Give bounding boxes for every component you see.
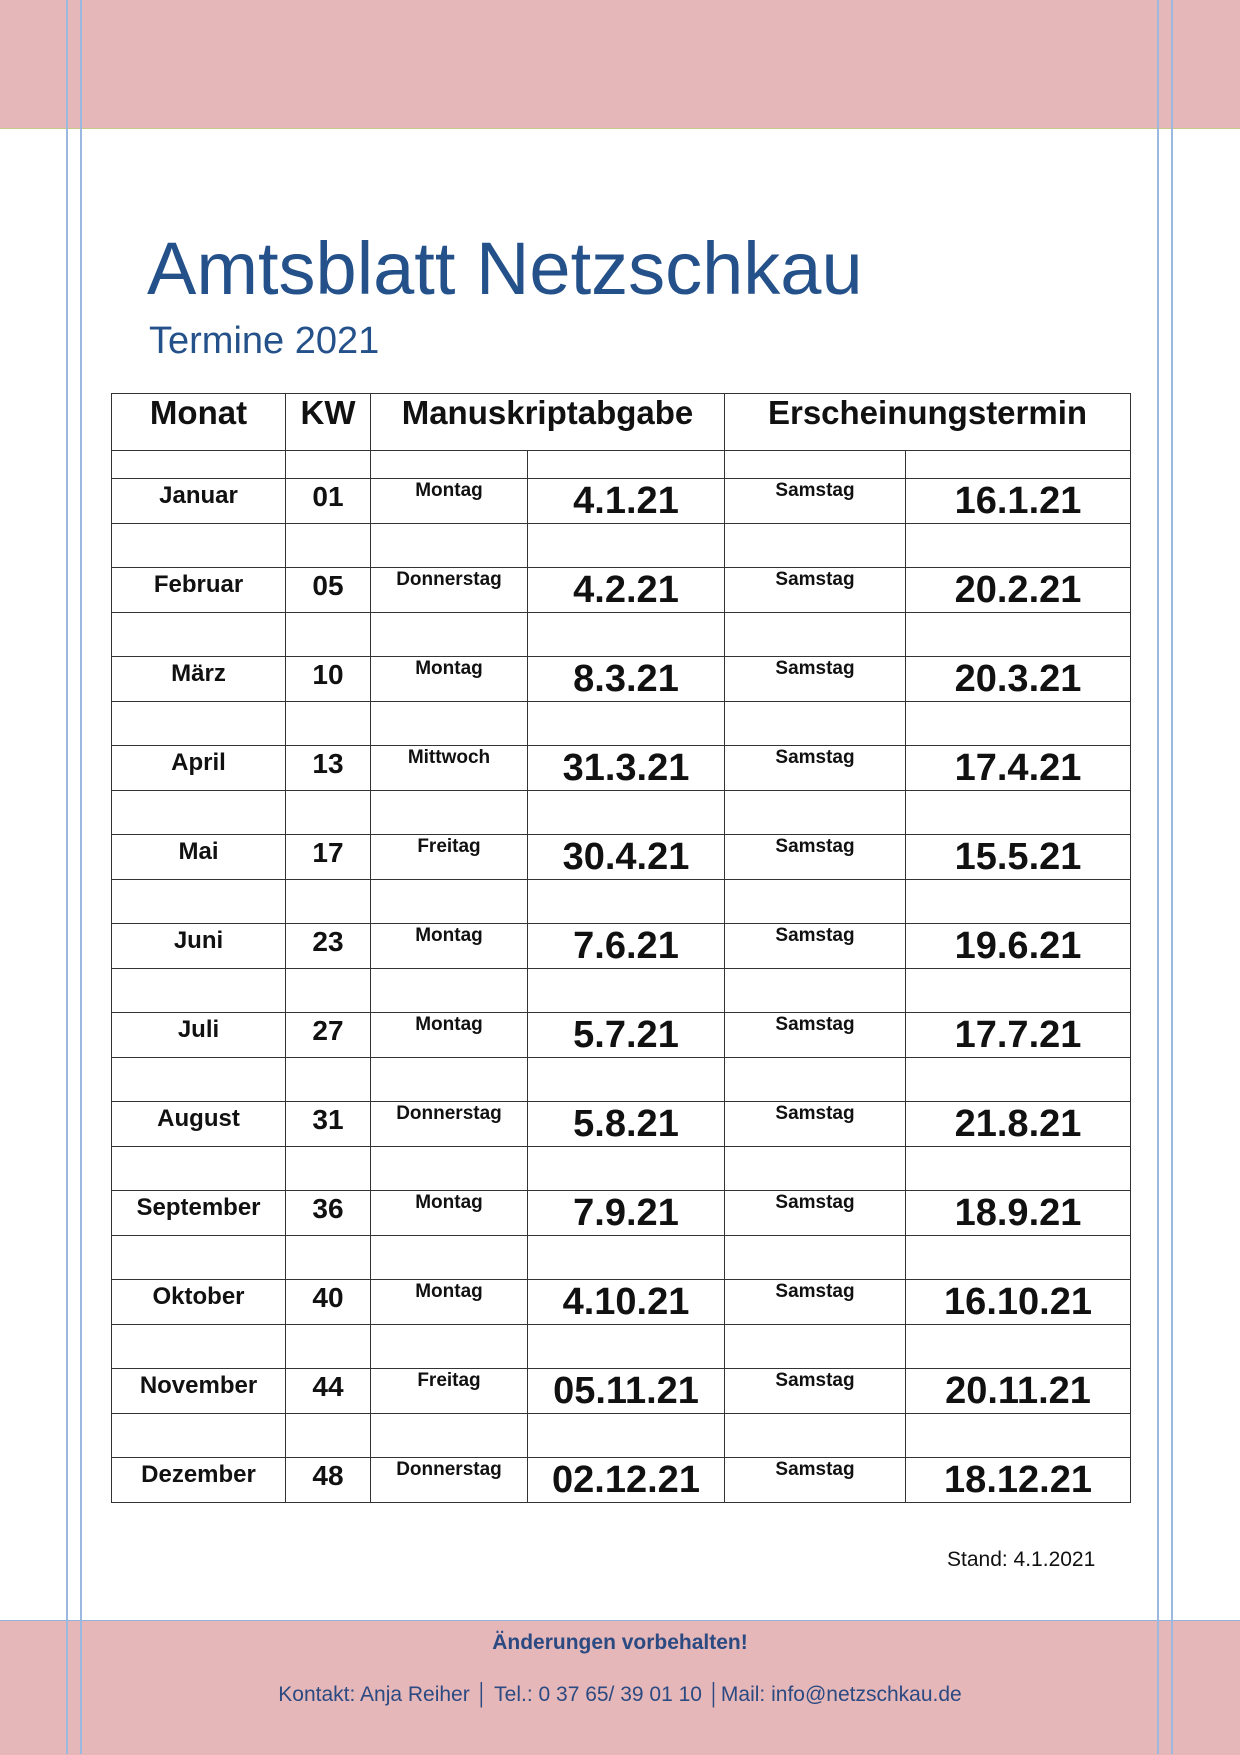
header-kw: KW: [286, 394, 371, 451]
cell-abgabe-datum: 5.8.21: [573, 1103, 679, 1145]
cell-abgabe-datum: 31.3.21: [562, 747, 690, 789]
document-subtitle: Termine 2021: [149, 320, 380, 362]
schedule-table: [111, 393, 1131, 1503]
table-row: [112, 479, 1131, 524]
table-spacer-row: [112, 791, 1131, 835]
table-row: [112, 1458, 1131, 1503]
cell-abgabe-tag: Montag: [415, 480, 483, 501]
cell-abgabe-datum: 05.11.21: [553, 1370, 699, 1412]
cell-erscheinung-datum: 17.4.21: [954, 747, 1082, 789]
cell-monat: Oktober: [152, 1283, 245, 1310]
cell-abgabe-tag: Montag: [415, 1192, 483, 1213]
document-title: Amtsblatt Netzschkau: [147, 227, 863, 310]
cell-kw: 13: [312, 748, 344, 779]
cell-erscheinung-tag: Samstag: [775, 925, 855, 946]
header-monat: Monat: [112, 394, 286, 451]
page-border-line: [1171, 0, 1173, 1754]
cell-kw: 40: [312, 1282, 344, 1313]
table-spacer-row: [112, 1325, 1131, 1369]
cell-erscheinung-datum: 20.3.21: [954, 658, 1082, 700]
cell-erscheinung-tag: Samstag: [775, 1014, 855, 1035]
cell-kw: 05: [312, 570, 344, 601]
cell-abgabe-datum: 8.3.21: [573, 658, 679, 700]
schedule-rows: [112, 479, 1131, 1503]
table-row: [112, 1369, 1131, 1414]
cell-abgabe-tag: Freitag: [417, 836, 481, 857]
cell-monat: Februar: [153, 571, 244, 598]
cell-erscheinung-datum: 18.9.21: [954, 1192, 1082, 1234]
cell-erscheinung-datum: 16.10.21: [944, 1281, 1092, 1323]
cell-erscheinung-tag: Samstag: [775, 1103, 855, 1124]
table-row: [112, 835, 1131, 880]
table-spacer-row: [112, 524, 1131, 568]
header-erscheinungstermin: Erscheinungstermin: [725, 394, 1131, 451]
cell-monat: Juli: [177, 1016, 220, 1043]
cell-erscheinung-datum: 17.7.21: [954, 1014, 1082, 1056]
cell-abgabe-datum: 30.4.21: [562, 836, 690, 878]
cell-abgabe-datum: 5.7.21: [573, 1014, 679, 1056]
cell-kw: 17: [312, 837, 344, 868]
cell-erscheinung-datum: 15.5.21: [954, 836, 1082, 878]
cell-kw: 23: [312, 926, 344, 957]
cell-erscheinung-datum: 20.11.21: [945, 1370, 1091, 1412]
cell-abgabe-datum: 7.9.21: [573, 1192, 679, 1234]
cell-abgabe-datum: 7.6.21: [573, 925, 679, 967]
cell-erscheinung-tag: Samstag: [775, 480, 855, 501]
cell-erscheinung-tag: Samstag: [775, 1370, 855, 1391]
cell-kw: 10: [312, 659, 344, 690]
cell-monat: August: [157, 1105, 240, 1132]
table-row: [112, 1013, 1131, 1058]
cell-abgabe-tag: Mittwoch: [407, 747, 491, 768]
cell-monat: Juni: [173, 927, 224, 954]
table-row: [112, 1280, 1131, 1325]
table-row: [112, 746, 1131, 791]
cell-abgabe-datum: 4.10.21: [562, 1281, 690, 1323]
cell-monat: März: [171, 660, 226, 687]
footer-contact: Kontakt: Anja Reiher │ Tel.: 0 37 65/ 39 01 10 │Mail: info@netzschkau.de: [278, 1683, 962, 1706]
cell-monat: April: [171, 749, 226, 776]
cell-abgabe-tag: Montag: [415, 1281, 483, 1302]
cell-monat: Januar: [159, 482, 238, 509]
table-row: [112, 1102, 1131, 1147]
cell-erscheinung-tag: Samstag: [775, 1459, 855, 1480]
cell-abgabe-datum: 4.2.21: [573, 569, 679, 611]
cell-monat: Mai: [178, 838, 219, 865]
cell-erscheinung-datum: 20.2.21: [954, 569, 1082, 611]
cell-erscheinung-tag: Samstag: [775, 747, 855, 768]
cell-erscheinung-tag: Samstag: [775, 1281, 855, 1302]
cell-abgabe-tag: Donnerstag: [396, 1103, 502, 1124]
table-row: [112, 924, 1131, 969]
cell-monat: November: [139, 1372, 258, 1399]
cell-erscheinung-datum: 18.12.21: [944, 1459, 1092, 1501]
cell-erscheinung-tag: Samstag: [775, 1192, 855, 1213]
cell-abgabe-tag: Freitag: [417, 1370, 481, 1391]
table-spacer-row: [112, 702, 1131, 746]
cell-kw: 01: [312, 481, 344, 512]
header-manuskriptabgabe: Manuskriptabgabe: [371, 394, 725, 451]
page-border-line: [1157, 0, 1159, 1754]
table-spacer-row: [112, 1414, 1131, 1458]
cell-erscheinung-datum: 16.1.21: [954, 480, 1082, 522]
table-row: [112, 1191, 1131, 1236]
cell-monat: Dezember: [141, 1461, 256, 1488]
table-row: [112, 568, 1131, 613]
cell-abgabe-tag: Donnerstag: [396, 569, 502, 590]
cell-kw: 27: [312, 1015, 344, 1046]
cell-monat: September: [136, 1194, 261, 1221]
footer-note: Änderungen vorbehalten!: [492, 1631, 748, 1654]
cell-kw: 31: [312, 1104, 344, 1135]
cell-erscheinung-tag: Samstag: [775, 658, 855, 679]
header-band: [0, 0, 1240, 129]
cell-abgabe-tag: Montag: [415, 1014, 483, 1035]
page-border-line: [66, 0, 68, 1754]
cell-abgabe-datum: 02.12.21: [552, 1459, 700, 1501]
cell-abgabe-tag: Montag: [415, 925, 483, 946]
cell-abgabe-tag: Montag: [415, 658, 483, 679]
table-spacer-row: [112, 1236, 1131, 1280]
cell-erscheinung-datum: 21.8.21: [954, 1103, 1082, 1145]
table-spacer-row: [112, 1147, 1131, 1191]
cell-erscheinung-datum: 19.6.21: [954, 925, 1082, 967]
table-spacer-row: [112, 613, 1131, 657]
table-subheader-row: [112, 451, 1131, 479]
cell-kw: 36: [312, 1193, 344, 1224]
cell-kw: 48: [312, 1460, 344, 1491]
table-header-row: [112, 394, 1131, 451]
cell-abgabe-datum: 4.1.21: [573, 480, 679, 522]
cell-erscheinung-tag: Samstag: [775, 836, 855, 857]
stand-date: Stand: 4.1.2021: [947, 1548, 1096, 1571]
table-spacer-row: [112, 1058, 1131, 1102]
page-border-line: [80, 0, 82, 1754]
cell-abgabe-tag: Donnerstag: [396, 1459, 502, 1480]
table-row: [112, 657, 1131, 702]
table-spacer-row: [112, 969, 1131, 1013]
cell-kw: 44: [312, 1371, 344, 1402]
cell-erscheinung-tag: Samstag: [775, 569, 855, 590]
table-spacer-row: [112, 880, 1131, 924]
